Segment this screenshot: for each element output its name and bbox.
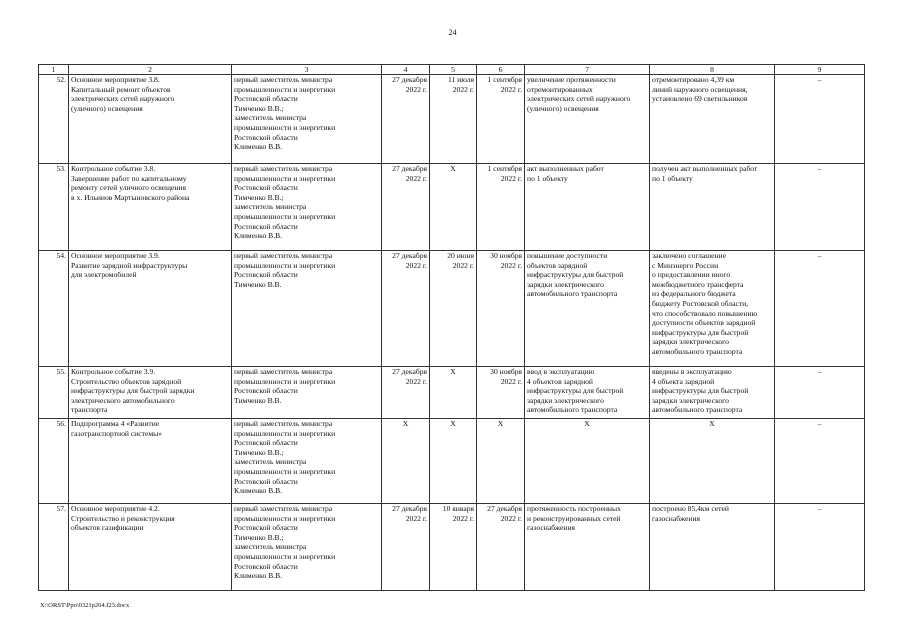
responsible-person-line: промышленности и энергетики: [234, 428, 336, 438]
planned-result-line: автомобильного транспорта: [527, 289, 618, 299]
planned-result-line: увеличение протяженности: [527, 75, 616, 84]
notes: –: [775, 504, 865, 591]
planned-result-line: (уличного) освещения: [527, 103, 599, 113]
actual-start-date: [430, 419, 477, 504]
responsible-person-line: первый заместитель министра: [234, 419, 333, 428]
file-path-footer: X:\ORST\Ppo\0321p204.f23.docx: [40, 602, 130, 609]
actual-end-date-line: 1 сентября: [487, 164, 522, 173]
event-name-line: (уличного) освещения: [71, 103, 143, 113]
responsible-person-line: Тимченко В.В.;: [234, 532, 284, 542]
row-number: 53.: [39, 164, 69, 251]
row-number: 56.: [39, 419, 69, 504]
column-number: 8: [650, 65, 775, 75]
actual-result: [650, 419, 775, 504]
responsible-person-line: промышленности и энергетики: [234, 84, 336, 94]
table-row: [39, 164, 865, 251]
responsible-person-line: Клименко В.В.: [234, 231, 283, 241]
actual-start-date-line: 10 января: [442, 504, 474, 513]
actual-result-line: получен акт выполненных работ: [652, 164, 758, 173]
event-name-line: Основное мероприятие 3.8.: [71, 75, 160, 84]
responsible-person-line: промышленности и энергетики: [234, 260, 336, 270]
responsible-person-line: Тимченко В.В.: [234, 279, 282, 289]
actual-result-line: межбюджетного трансферта: [652, 279, 744, 289]
column-number: 6: [477, 65, 525, 75]
actual-end-date: [477, 367, 525, 419]
notes: –: [775, 367, 865, 419]
planned-result-line: газоснабжения: [527, 523, 576, 533]
actual-result-line: введены в эксплуатацию: [652, 367, 732, 376]
actual-result: [650, 504, 775, 591]
responsible-person-line: Ростовской области: [234, 523, 298, 533]
plan-date: [382, 164, 430, 251]
responsible-person-line: промышленности и энергетики: [234, 173, 336, 183]
actual-result-line: по 1 объекту: [652, 173, 693, 183]
planned-result-line: ввод в эксплуатацию: [527, 367, 595, 376]
row-number: 54.: [39, 251, 69, 367]
responsible-person-line: Ростовской области: [234, 221, 298, 231]
event-name: [69, 419, 232, 504]
planned-result-line: 4 объектов зарядной: [527, 376, 594, 386]
row-number: 52.: [39, 75, 69, 164]
actual-result-line: что способствовало повышению: [652, 308, 758, 318]
event-name-line: Развитие зарядной инфраструктуры: [71, 260, 188, 270]
event-name-line: Контрольное событие 3.9.: [71, 367, 156, 376]
event-name-line: электрических сетей наружного: [71, 94, 175, 104]
column-number-row: [39, 65, 865, 75]
responsible-person-line: первый заместитель министра: [234, 367, 333, 376]
actual-result-line: из федерального бюджета: [652, 289, 736, 299]
event-name: [69, 504, 232, 591]
actual-end-date: [477, 75, 525, 164]
actual-result-line: с Минэнерго России: [652, 260, 719, 270]
responsible-person-line: промышленности и энергетики: [234, 551, 336, 561]
responsible-person-line: Тимченко В.В.;: [234, 447, 284, 457]
event-name-line: Основное мероприятие 3.9.: [71, 251, 160, 260]
plan-date-line: 27 декабря: [392, 504, 427, 513]
plan-date-line: 27 декабря: [392, 367, 427, 376]
actual-end-date-line: 2022 г.: [500, 84, 522, 94]
event-name-line: газотранспортной системы»: [71, 428, 163, 438]
actual-result-line: инфраструктуры для быстрой: [652, 327, 749, 337]
actual-start-date-line: 11 июля: [447, 75, 474, 84]
event-name-line: инфраструктуры для быстрой зарядки: [71, 386, 195, 396]
event-name-line: для электромобилей: [71, 270, 137, 280]
table-row: [39, 251, 865, 367]
responsible-person-line: Тимченко В.В.;: [234, 192, 284, 202]
plan-date-line: 2022 г.: [405, 84, 427, 94]
planned-result-line: инфраструктуры для быстрой: [527, 270, 624, 280]
event-name-line: Контрольное событие 3.8.: [71, 164, 156, 173]
event-name: [69, 164, 232, 251]
responsible-person-line: Ростовской области: [234, 132, 298, 142]
plan-date-line: 27 декабря: [392, 251, 427, 260]
responsible-person-line: Ростовской области: [234, 438, 298, 448]
actual-result-line: отремонтировано 4,39 км: [652, 75, 735, 84]
actual-start-date-line: X: [450, 164, 456, 173]
actual-start-date: [430, 504, 477, 591]
column-number: 1: [39, 65, 69, 75]
responsible-person-line: промышленности и энергетики: [234, 376, 336, 386]
planned-result: [525, 367, 650, 419]
actual-start-date: [430, 164, 477, 251]
notes: –: [775, 75, 865, 164]
responsible-person-line: Ростовской области: [234, 561, 298, 571]
event-name-line: Строительство объектов зарядной: [71, 376, 182, 386]
responsible-person-line: Тимченко В.В.: [234, 395, 282, 405]
event-name: [69, 75, 232, 164]
plan-date-line: 2022 г.: [405, 260, 427, 270]
actual-result-line: X: [709, 419, 715, 428]
actual-end-date: [477, 504, 525, 591]
notes: –: [775, 164, 865, 251]
actual-result: [650, 251, 775, 367]
planned-result-line: инфраструктуры для быстрой: [527, 386, 624, 396]
actual-result-line: установлено 69 светильников: [652, 94, 748, 104]
responsible-person-line: Ростовской области: [234, 94, 298, 104]
plan-date: [382, 251, 430, 367]
actual-end-date: [477, 251, 525, 367]
planned-result-line: X: [584, 419, 590, 428]
actual-start-date-line: 2022 г.: [452, 260, 474, 270]
responsible-person: [232, 419, 382, 504]
actual-start-date-line: 2022 г.: [452, 513, 474, 523]
actual-end-date-line: 2022 г.: [500, 376, 522, 386]
responsible-person-line: первый заместитель министра: [234, 504, 333, 513]
responsible-person-line: заместитель министра: [234, 113, 307, 123]
plan-date: [382, 419, 430, 504]
column-number: 2: [69, 65, 232, 75]
planned-result: [525, 75, 650, 164]
table-body: [39, 75, 865, 591]
actual-result: [650, 367, 775, 419]
event-name: [69, 251, 232, 367]
table-row: [39, 75, 865, 164]
responsible-person-line: Клименко В.В.: [234, 142, 283, 152]
event-name-line: Строительство и реконструкция: [71, 513, 175, 523]
actual-result-line: построено 85,4км сетей: [652, 504, 729, 513]
responsible-person-line: заместитель министра: [234, 542, 307, 552]
table-row: [39, 367, 865, 419]
responsible-person-line: промышленности и энергетики: [234, 122, 336, 132]
planned-result-line: и реконструированных сетей: [527, 513, 621, 523]
planned-result-line: зарядки электрического: [527, 395, 604, 405]
notes: –: [775, 251, 865, 367]
plan-date: [382, 504, 430, 591]
actual-end-date-line: 27 декабря: [487, 504, 522, 513]
event-name-line: Основное мероприятие 4.2.: [71, 504, 160, 513]
actual-result: [650, 164, 775, 251]
actual-result-line: о предоставлении иного: [652, 270, 731, 280]
actual-result-line: заключено соглашение: [652, 251, 726, 260]
actual-start-date: [430, 367, 477, 419]
responsible-person-line: промышленности и энергетики: [234, 466, 336, 476]
responsible-person-line: Тимченко В.В.;: [234, 103, 284, 113]
event-name-line: Капитальный ремонт объектов: [71, 84, 171, 94]
responsible-person-line: первый заместитель министра: [234, 164, 333, 173]
event-name-line: ремонту сетей уличного освещения: [71, 183, 186, 193]
event-name-line: транспорта: [71, 405, 108, 415]
actual-end-date: [477, 419, 525, 504]
planned-result: [525, 419, 650, 504]
actual-start-date-line: 20 июня: [447, 251, 474, 260]
row-number: 55.: [39, 367, 69, 419]
responsible-person-line: промышленности и энергетики: [234, 513, 336, 523]
planned-result-line: отремонтированных: [527, 84, 593, 94]
table-row: [39, 419, 865, 504]
planned-result-line: акт выполненных работ: [527, 164, 604, 173]
page-number: 24: [448, 28, 457, 37]
responsible-person: [232, 504, 382, 591]
event-name-line: объектов газификации: [71, 523, 144, 533]
actual-result-line: автомобильного транспорта: [652, 346, 743, 356]
planned-result-line: объектов зарядной: [527, 260, 588, 270]
notes: –: [775, 419, 865, 504]
responsible-person: [232, 367, 382, 419]
responsible-person: [232, 164, 382, 251]
planned-result-line: электрических сетей наружного: [527, 94, 631, 104]
responsible-person-line: Клименко В.В.: [234, 571, 283, 581]
plan-date-line: 2022 г.: [405, 513, 427, 523]
planned-result-line: протяженность построенных: [527, 504, 621, 513]
plan-date: [382, 75, 430, 164]
actual-end-date-line: 2022 г.: [500, 513, 522, 523]
responsible-person: [232, 251, 382, 367]
actual-start-date-line: X: [450, 367, 456, 376]
plan-date-line: 27 декабря: [392, 75, 427, 84]
actual-end-date-line: 2022 г.: [500, 173, 522, 183]
planned-result-line: зарядки электрического: [527, 279, 604, 289]
responsible-person-line: заместитель министра: [234, 457, 307, 467]
responsible-person: [232, 75, 382, 164]
actual-result-line: доступности объектов зарядной: [652, 318, 756, 328]
plan-date-line: 2022 г.: [405, 376, 427, 386]
actual-end-date-line: 30 ноября: [490, 251, 522, 260]
actual-result-line: автомобильного транспорта: [652, 405, 743, 415]
actual-end-date-line: 30 ноября: [490, 367, 522, 376]
actual-start-date: [430, 75, 477, 164]
actual-end-date-line: 1 сентября: [487, 75, 522, 84]
report-table: [38, 64, 865, 591]
planned-result: [525, 164, 650, 251]
event-name-line: электрического автомобильного: [71, 395, 175, 405]
actual-result-line: инфраструктуры для быстрой: [652, 386, 749, 396]
event-name-line: Завершение работ по капитальному: [71, 173, 187, 183]
responsible-person-line: первый заместитель министра: [234, 251, 333, 260]
planned-result-line: повышение доступности: [527, 251, 608, 260]
planned-result: [525, 504, 650, 591]
planned-result-line: по 1 объекту: [527, 173, 568, 183]
actual-result-line: 4 объекта зарядной: [652, 376, 715, 386]
actual-end-date-line: X: [497, 419, 504, 428]
column-number: 5: [430, 65, 477, 75]
actual-start-date-line: 2022 г.: [452, 84, 474, 94]
table-row: [39, 504, 865, 591]
row-number: 57.: [39, 504, 69, 591]
actual-result: [650, 75, 775, 164]
column-number: 3: [232, 65, 382, 75]
plan-date-line: 2022 г.: [405, 173, 427, 183]
actual-end-date-line: 2022 г.: [500, 260, 522, 270]
responsible-person-line: Ростовской области: [234, 270, 298, 280]
actual-result-line: зарядки электрического: [652, 395, 729, 405]
actual-result-line: линий наружного освещения,: [652, 84, 748, 94]
column-number: 9: [775, 65, 865, 75]
planned-result-line: автомобильного транспорта: [527, 405, 618, 415]
actual-start-date-line: X: [450, 419, 456, 428]
actual-result-line: бюджету Ростовской области,: [652, 298, 749, 308]
responsible-person-line: заместитель министра: [234, 202, 307, 212]
column-number: 4: [382, 65, 430, 75]
plan-date-line: 27 декабря: [392, 164, 427, 173]
responsible-person-line: Ростовской области: [234, 183, 298, 193]
event-name-line: в х. Ильинов Мартыновского района: [71, 192, 190, 202]
responsible-person-line: Ростовской области: [234, 476, 298, 486]
actual-result-line: зарядки электрического: [652, 337, 729, 347]
responsible-person-line: промышленности и энергетики: [234, 211, 336, 221]
planned-result: [525, 251, 650, 367]
plan-date-line: X: [402, 419, 409, 428]
event-name-line: Подпрограмма 4 «Развитие: [71, 419, 160, 428]
responsible-person-line: Ростовской области: [234, 386, 298, 396]
event-name: [69, 367, 232, 419]
actual-result-line: газоснабжения: [652, 513, 701, 523]
plan-date: [382, 367, 430, 419]
responsible-person-line: первый заместитель министра: [234, 75, 333, 84]
actual-end-date: [477, 164, 525, 251]
actual-start-date: [430, 251, 477, 367]
column-number: 7: [525, 65, 650, 75]
responsible-person-line: Клименко В.В.: [234, 486, 283, 496]
